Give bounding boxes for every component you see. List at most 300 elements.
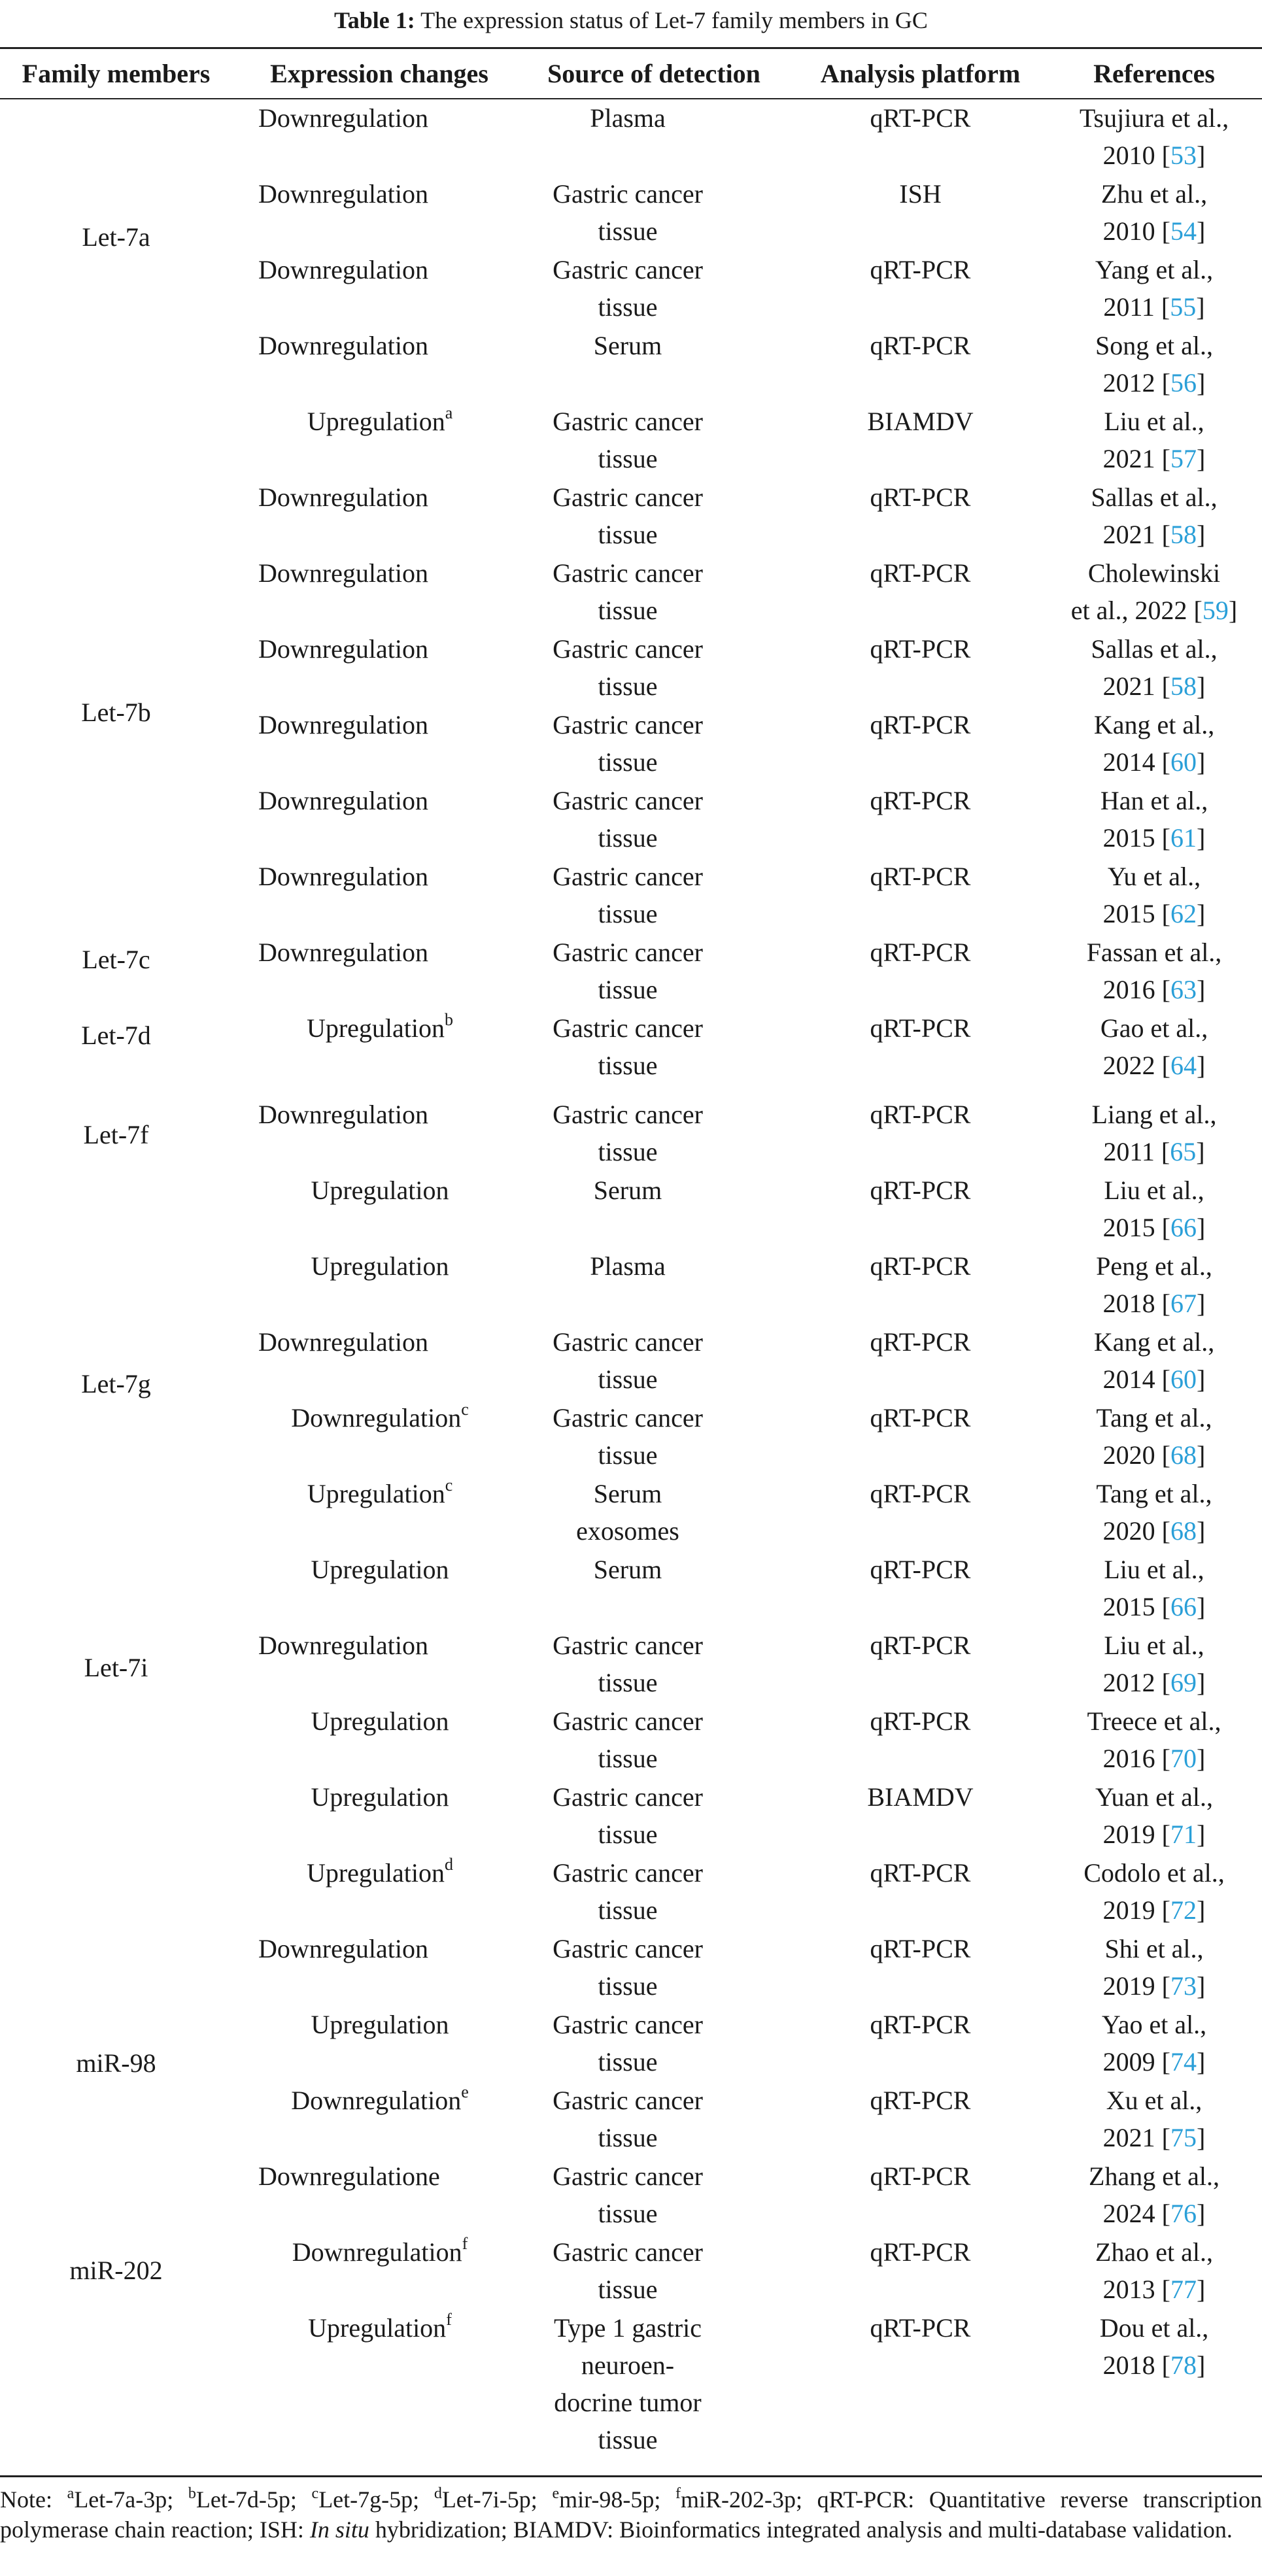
reference-cell [1046, 1172, 1262, 1246]
citation-link[interactable]: 68 [1170, 1440, 1197, 1470]
reference-year: 2019 [ [1102, 1895, 1170, 1925]
footnote-c: Let-7g-5p; [318, 2486, 434, 2513]
source-of-detection-cell [523, 1703, 732, 1777]
expression-change-text: Downregulation [258, 255, 428, 284]
expression-change-cell [258, 2082, 502, 2156]
expression-change-text: Downregulation [291, 1403, 462, 1432]
reference-year: 2011 [ [1103, 1137, 1170, 1166]
table-caption [0, 0, 1262, 41]
source-line: Serum [593, 331, 662, 360]
source-line: Gastric cancer [553, 1327, 703, 1357]
reference-cell [1046, 1627, 1262, 1701]
expression-change-cell [258, 858, 520, 932]
source-line: tissue [598, 975, 658, 1004]
reference-authors: Liu et al., [1104, 1176, 1204, 1205]
expression-change-text: Downregulation [258, 1934, 428, 1963]
expression-change-cell [258, 327, 520, 401]
citation-link[interactable]: 73 [1170, 1971, 1197, 2001]
table-bottom-rule [0, 2475, 1262, 2477]
source-of-detection-cell [523, 1172, 732, 1246]
source-line: tissue [598, 1137, 658, 1166]
expression-change-text: Downregulation [258, 634, 428, 664]
analysis-platform-cell: qRT-PCR [870, 1555, 971, 1584]
footnote-tail: hybridization; BIAMDV: Bioinformatics integrated analysis and multi-database validation. [369, 2517, 1233, 2543]
citation-link[interactable]: 66 [1170, 1213, 1197, 1242]
reference-year: 2018 [ [1102, 1289, 1170, 1318]
source-line: Plasma [590, 1251, 666, 1281]
source-of-detection-cell [523, 2158, 732, 2232]
reference-cell [1046, 934, 1262, 1008]
expression-change-cell [258, 934, 520, 1008]
analysis-platform-cell: qRT-PCR [870, 2313, 971, 2343]
reference-bracket: ] [1197, 216, 1206, 246]
source-of-detection-cell [523, 782, 732, 856]
reference-year: 2015 [ [1102, 1213, 1170, 1242]
expression-change-cell [258, 1009, 502, 1084]
expression-change-cell [258, 2158, 520, 2232]
reference-year: 2014 [ [1102, 1364, 1170, 1394]
analysis-platform-cell: qRT-PCR [870, 1013, 971, 1043]
source-of-detection-cell [523, 1323, 732, 1398]
source-of-detection-cell [523, 630, 732, 705]
reference-cell [1046, 1778, 1262, 1853]
reference-authors: Yuan et al., [1095, 1782, 1213, 1812]
expression-change-text: Downregulation [258, 1100, 428, 1129]
expression-change-text: Upregulation [306, 1013, 445, 1043]
reference-year: 2021 [ [1102, 2123, 1170, 2152]
reference-bracket: ] [1197, 141, 1206, 170]
reference-authors: Codolo et al., [1083, 1858, 1225, 1888]
source-line: Plasma [590, 103, 666, 133]
reference-cell [1046, 479, 1262, 553]
reference-cell [1046, 1854, 1262, 1929]
expression-change-cell [258, 1172, 502, 1246]
analysis-platform-cell: qRT-PCR [870, 558, 971, 588]
reference-bracket: ] [1197, 1744, 1206, 1773]
source-line: Gastric cancer [553, 634, 703, 664]
table-row [0, 2082, 1262, 2156]
source-of-detection-cell [523, 1247, 732, 1322]
source-line: tissue [598, 1744, 658, 1773]
analysis-platform-cell: qRT-PCR [870, 634, 971, 664]
source-line: Gastric cancer [553, 1782, 703, 1812]
citation-link[interactable]: 78 [1170, 2350, 1197, 2380]
expression-change-text: Upregulation [311, 1782, 449, 1812]
table-row [0, 327, 1262, 401]
reference-authors: Xu et al., [1106, 2086, 1202, 2115]
expression-change-text: Upregulation [311, 1176, 449, 1205]
footnote-marker: c [461, 1400, 469, 1419]
analysis-platform-cell: qRT-PCR [870, 1479, 971, 1508]
citation-link[interactable]: 54 [1170, 216, 1197, 246]
citation-link[interactable]: 66 [1170, 1592, 1197, 1621]
reference-authors: Dou et al., [1099, 2313, 1209, 2343]
expression-change-text: Upregulation [311, 2010, 449, 2039]
reference-authors: Liu et al., [1104, 1631, 1204, 1660]
footnote-marker: f [446, 2310, 452, 2329]
reference-year: 2016 [ [1102, 975, 1170, 1004]
expression-change-cell [258, 2233, 502, 2308]
citation-link[interactable]: 64 [1170, 1051, 1197, 1080]
reference-bracket: ] [1197, 671, 1206, 701]
reference-year: 2018 [ [1102, 2350, 1170, 2380]
expression-change-text: Upregulation [307, 407, 445, 436]
source-line: Gastric cancer [553, 862, 703, 891]
table-row [0, 2233, 1262, 2308]
reference-bracket: ] [1197, 2047, 1206, 2076]
expression-change-text: Upregulation [311, 1555, 449, 1584]
expression-change-text: Upregulation [306, 1858, 445, 1888]
citation-link[interactable]: 75 [1170, 2123, 1197, 2152]
table-row [0, 479, 1262, 553]
source-line: tissue [598, 671, 658, 701]
expression-change-cell [258, 1096, 520, 1170]
reference-authors: Tang et al., [1096, 1479, 1212, 1508]
source-line: Gastric cancer [553, 179, 703, 209]
analysis-platform-cell: qRT-PCR [870, 103, 971, 133]
footnote-mark-a: a [67, 2485, 75, 2502]
reference-year: 2015 [ [1102, 823, 1170, 853]
table-row [0, 2158, 1262, 2232]
table-row [0, 706, 1262, 781]
footnote-mark-c: c [311, 2485, 319, 2502]
table-row [0, 1703, 1262, 1777]
citation-link[interactable]: 69 [1170, 1668, 1197, 1697]
reference-cell [1046, 403, 1262, 477]
table-row [0, 1399, 1262, 1474]
reference-cell [1046, 1930, 1262, 2005]
reference-cell [1046, 706, 1262, 781]
reference-bracket: ] [1197, 1971, 1206, 2001]
citation-link[interactable]: 58 [1170, 520, 1197, 549]
source-line: Gastric cancer [553, 483, 703, 512]
reference-authors: Liu et al., [1104, 1555, 1204, 1584]
source-line: tissue [598, 1440, 658, 1470]
expression-change-cell [258, 175, 520, 250]
reference-cell [1046, 2082, 1262, 2156]
reference-authors: Fassan et al., [1086, 938, 1222, 967]
citation-link[interactable]: 70 [1170, 1744, 1197, 1773]
reference-authors: Kang et al., [1093, 710, 1215, 739]
source-of-detection-cell [523, 1096, 732, 1170]
source-of-detection-cell [523, 327, 732, 401]
source-of-detection-cell [523, 2233, 732, 2308]
expression-change-cell [258, 1930, 520, 2005]
reference-bracket: ] [1197, 2275, 1206, 2304]
reference-cell [1046, 175, 1262, 250]
family-let-7i: Let-7i [84, 1653, 148, 1682]
analysis-platform-cell: BIAMDV [867, 407, 974, 436]
citation-link[interactable]: 61 [1170, 823, 1197, 853]
analysis-platform-cell: qRT-PCR [870, 1403, 971, 1432]
reference-bracket: ] [1197, 899, 1206, 928]
reference-cell [1046, 99, 1262, 174]
reference-year: 2014 [ [1102, 747, 1170, 777]
footnote-e: mir-98-5p; [559, 2486, 676, 2513]
source-line: Gastric cancer [553, 2086, 703, 2115]
source-of-detection-cell [523, 934, 732, 1008]
expression-change-text: Downregulation [258, 331, 428, 360]
source-line: tissue [598, 520, 658, 549]
source-line: Serum [593, 1176, 662, 1205]
analysis-platform-cell: qRT-PCR [870, 2161, 971, 2191]
expression-change-cell [258, 2006, 502, 2080]
source-of-detection-cell [523, 2082, 732, 2156]
citation-link[interactable]: 76 [1170, 2199, 1197, 2228]
citation-link[interactable]: 60 [1170, 747, 1197, 777]
source-line: Gastric cancer [553, 255, 703, 284]
footnote-marker: a [445, 403, 453, 422]
source-of-detection-cell [523, 706, 732, 781]
expression-change-cell [258, 1323, 520, 1398]
header-references: References [1093, 59, 1215, 88]
reference-year: 2016 [ [1102, 1744, 1170, 1773]
reference-bracket: ] [1197, 1051, 1206, 1080]
source-line: Gastric cancer [553, 407, 703, 436]
reference-year: 2010 [ [1102, 141, 1170, 170]
analysis-platform-cell: qRT-PCR [870, 2086, 971, 2115]
reference-cell [1046, 630, 1262, 705]
expression-change-cell [258, 782, 520, 856]
reference-bracket: ] [1197, 2123, 1206, 2152]
reference-cell [1046, 1323, 1262, 1398]
family-let-7g: Let-7g [81, 1369, 151, 1398]
reference-authors: Yao et al., [1101, 2010, 1207, 2039]
expression-change-text: Downregulation [258, 710, 428, 739]
expression-change-cell [258, 1247, 502, 1322]
analysis-platform-cell: qRT-PCR [870, 1631, 971, 1660]
citation-link[interactable]: 53 [1170, 141, 1197, 170]
source-line: Gastric cancer [553, 2161, 703, 2191]
source-of-detection-cell [523, 858, 732, 932]
reference-authors: Han et al., [1100, 786, 1208, 815]
table-row [0, 1323, 1262, 1398]
source-line: neuroen- [581, 2350, 675, 2380]
analysis-platform-cell: qRT-PCR [870, 1858, 971, 1888]
table-row [0, 175, 1262, 250]
expression-change-text: Upregulation [307, 1479, 445, 1508]
citation-link[interactable]: 74 [1170, 2047, 1197, 2076]
expression-change-text: Upregulation [308, 2313, 447, 2343]
source-of-detection-cell [523, 1854, 732, 1929]
reference-bracket: ] [1196, 292, 1205, 322]
citation-link[interactable]: 71 [1170, 1820, 1197, 1849]
analysis-platform-cell: qRT-PCR [870, 862, 971, 891]
source-line: tissue [598, 823, 658, 853]
reference-year: 2019 [ [1102, 1820, 1170, 1849]
source-line: Gastric cancer [553, 1100, 703, 1129]
source-of-detection-cell [523, 554, 732, 629]
expression-change-cell [258, 706, 520, 781]
source-line: Type 1 gastric [553, 2313, 702, 2343]
family-mir-202: miR-202 [69, 2256, 163, 2285]
citation-link[interactable]: 60 [1170, 1364, 1197, 1394]
reference-bracket: ] [1197, 1440, 1206, 1470]
analysis-platform-cell: qRT-PCR [870, 1934, 971, 1963]
table-row [0, 2309, 1262, 2454]
source-line: Gastric cancer [553, 1013, 703, 1043]
citation-link[interactable]: 55 [1170, 292, 1197, 322]
source-of-detection-cell [523, 403, 732, 477]
reference-authors: Liu et al., [1104, 407, 1204, 436]
citation-link[interactable]: 68 [1170, 1516, 1197, 1546]
expression-change-text: Downregulation [258, 483, 428, 512]
reference-authors: Zhang et al., [1089, 2161, 1219, 2191]
expression-change-cell [258, 1399, 502, 1474]
reference-year: 2015 [ [1102, 1592, 1170, 1621]
table-body [0, 99, 1262, 2475]
reference-cell [1046, 1399, 1262, 1474]
source-line: tissue [598, 1820, 658, 1849]
analysis-platform-cell: qRT-PCR [870, 710, 971, 739]
source-line: tissue [598, 747, 658, 777]
source-line: tissue [598, 2199, 658, 2228]
footnote-a: Let-7a-3p; [74, 2486, 188, 2513]
analysis-platform-cell: qRT-PCR [870, 483, 971, 512]
reference-authors: Song et al., [1095, 331, 1213, 360]
analysis-platform-cell: qRT-PCR [870, 1176, 971, 1205]
source-of-detection-cell [523, 1551, 732, 1625]
source-line: exosomes [576, 1516, 679, 1546]
expression-change-cell [258, 1854, 502, 1929]
source-line: Gastric cancer [553, 1631, 703, 1660]
source-line: tissue [598, 216, 658, 246]
table-row [0, 630, 1262, 705]
analysis-platform-cell: qRT-PCR [870, 786, 971, 815]
family-let-7c: Let-7c [82, 945, 150, 974]
reference-year: 2015 [ [1102, 899, 1170, 928]
source-line: Gastric cancer [553, 1934, 703, 1963]
reference-year: et al., 2022 [ [1070, 596, 1202, 625]
reference-authors: Shi et al., [1104, 1934, 1204, 1963]
reference-year: 2012 [ [1102, 1668, 1170, 1697]
analysis-platform-cell: qRT-PCR [870, 331, 971, 360]
table-row [0, 251, 1262, 326]
expression-change-text: Downregulation [292, 2237, 462, 2267]
footnote-marker: f [462, 2234, 468, 2253]
analysis-platform-cell: qRT-PCR [870, 1251, 971, 1281]
source-of-detection-cell [523, 1627, 732, 1701]
reference-cell [1046, 858, 1262, 932]
reference-bracket: ] [1196, 1137, 1205, 1166]
expression-change-text: Downregulation [258, 1631, 428, 1660]
expression-change-text: Downregulation [258, 862, 428, 891]
source-of-detection-cell [523, 1009, 732, 1084]
reference-bracket: ] [1197, 1289, 1206, 1318]
reference-year: 2011 [ [1103, 292, 1170, 322]
reference-bracket: ] [1197, 1592, 1206, 1621]
source-line: Gastric cancer [553, 1403, 703, 1432]
footnote-marker: c [445, 1476, 453, 1495]
source-line: Gastric cancer [553, 2010, 703, 2039]
source-line: tissue [598, 2425, 658, 2454]
reference-cell [1046, 2309, 1262, 2384]
reference-year: 2022 [ [1102, 1051, 1170, 1080]
reference-bracket: ] [1197, 520, 1206, 549]
family-mir-98: miR-98 [76, 2048, 156, 2078]
expression-change-cell [258, 1627, 520, 1701]
table-row [0, 934, 1262, 1008]
reference-year: 2012 [ [1102, 368, 1170, 398]
reference-bracket: ] [1197, 823, 1206, 853]
expression-change-text: Downregulation [258, 786, 428, 815]
source-line: Serum [593, 1479, 662, 1508]
citation-link[interactable]: 67 [1170, 1289, 1197, 1318]
expression-change-text: Upregulation [311, 1251, 449, 1281]
footnote-mark-d: d [434, 2485, 442, 2502]
expression-change-cell [258, 1778, 502, 1853]
reference-year: 2021 [ [1102, 671, 1170, 701]
citation-link[interactable]: 56 [1170, 368, 1197, 398]
source-line: tissue [598, 2047, 658, 2076]
reference-bracket: ] [1197, 368, 1206, 398]
source-line: tissue [598, 1364, 658, 1394]
reference-bracket: ] [1197, 1820, 1206, 1849]
reference-bracket: ] [1197, 2199, 1206, 2228]
reference-year: 2021 [ [1102, 520, 1170, 549]
table-caption-text: The expression status of Let-7 family members in GC [420, 7, 928, 33]
footnote-ish-italic: In situ [309, 2517, 369, 2543]
table-row [0, 2006, 1262, 2080]
expression-change-text: Downregulation [258, 558, 428, 588]
citation-link[interactable]: 63 [1170, 975, 1197, 1004]
analysis-platform-cell: qRT-PCR [870, 1706, 971, 1736]
reference-authors: Sallas et al., [1091, 483, 1218, 512]
footnote-mark-e: e [552, 2485, 560, 2502]
source-line: Gastric cancer [553, 2237, 703, 2267]
reference-bracket: ] [1197, 1668, 1206, 1697]
reference-cell [1046, 782, 1262, 856]
family-let-7a: Let-7a [82, 222, 150, 252]
analysis-platform-cell: BIAMDV [867, 1782, 974, 1812]
source-of-detection-cell [523, 99, 732, 174]
citation-link[interactable]: 65 [1170, 1137, 1197, 1166]
reference-authors: Zhao et al., [1095, 2237, 1213, 2267]
analysis-platform-cell: qRT-PCR [870, 1327, 971, 1357]
footnote-marker: b [445, 1010, 454, 1029]
source-of-detection-cell [523, 2006, 732, 2080]
citation-link[interactable]: 62 [1170, 899, 1197, 928]
expression-change-cell [258, 1551, 502, 1625]
family-let-7f: Let-7f [83, 1120, 149, 1149]
reference-cell [1046, 2233, 1262, 2308]
expression-change-text: Downregulation [258, 1327, 428, 1357]
citation-link[interactable]: 59 [1202, 596, 1229, 625]
reference-bracket: ] [1197, 1364, 1206, 1394]
header-analysis-platform: Analysis platform [820, 59, 1021, 88]
citation-link[interactable]: 57 [1170, 444, 1197, 473]
citation-link[interactable]: 58 [1170, 671, 1197, 701]
source-line: tissue [598, 444, 658, 473]
footnote-mark-f: f [675, 2485, 681, 2502]
reference-bracket: ] [1197, 975, 1206, 1004]
reference-authors: Treece et al., [1087, 1706, 1221, 1736]
table-row [0, 1854, 1262, 1929]
reference-bracket: ] [1197, 747, 1206, 777]
source-of-detection-cell [523, 479, 732, 553]
expression-change-cell [258, 2309, 502, 2384]
analysis-platform-cell: qRT-PCR [870, 2237, 971, 2267]
footnote-d: Let-7i-5p; [441, 2486, 553, 2513]
reference-authors: Zhu et al., [1100, 179, 1208, 209]
source-line: Gastric cancer [553, 558, 703, 588]
citation-link[interactable]: 72 [1170, 1895, 1197, 1925]
reference-cell [1046, 1009, 1262, 1084]
source-line: docrine tumor [554, 2388, 702, 2417]
citation-link[interactable]: 77 [1170, 2275, 1197, 2304]
reference-year: 2019 [ [1102, 1971, 1170, 2001]
table-row [0, 1247, 1262, 1322]
